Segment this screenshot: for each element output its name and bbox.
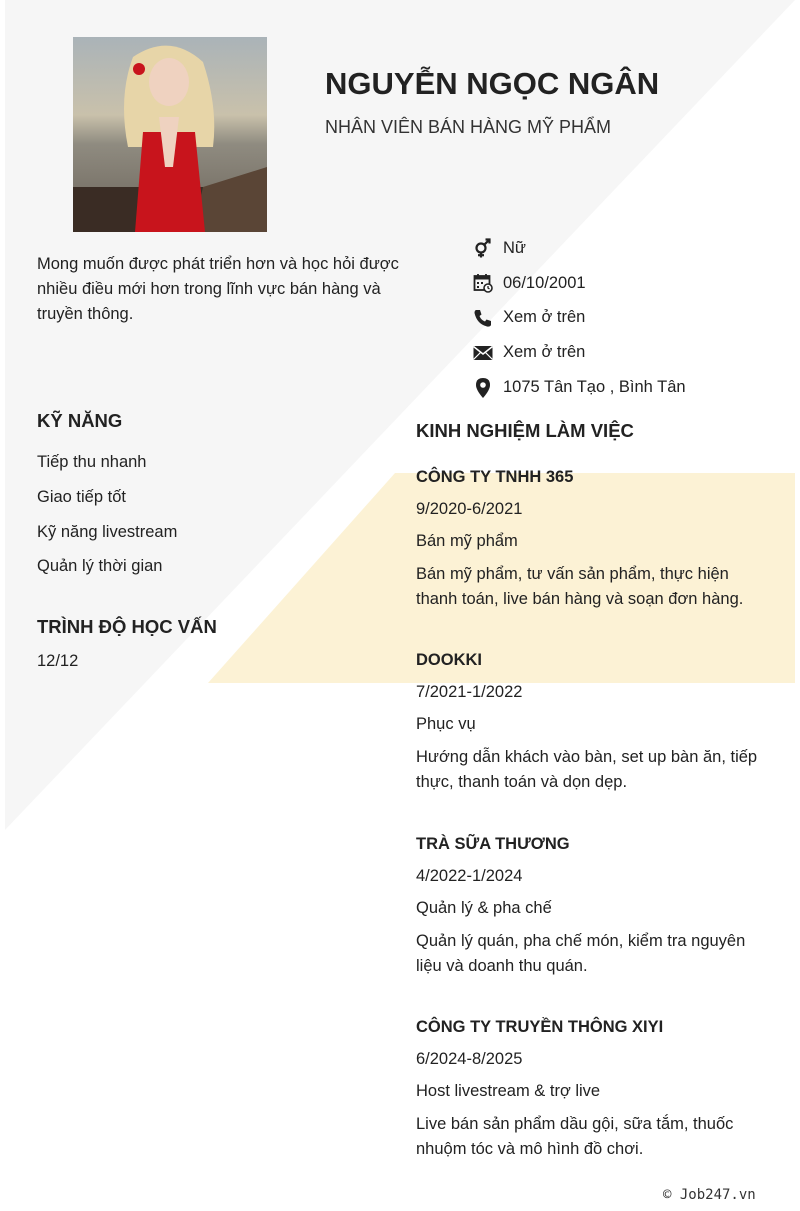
job-position: Host livestream & trợ live	[416, 1082, 601, 1100]
contact-birthday	[472, 266, 686, 301]
gender-value: Nữ	[503, 238, 526, 257]
footer-copyright: © Job247.vn	[663, 1187, 756, 1203]
skill-item: Quản lý thời gian	[37, 557, 163, 576]
contact-info	[472, 231, 686, 405]
job-period: 4/2022-1/2024	[416, 867, 523, 885]
education-heading: TRÌNH ĐỘ HỌC VẤN	[37, 616, 217, 637]
experience-entry	[416, 835, 771, 979]
calendar-icon	[472, 272, 494, 294]
job-description: Hướng dẫn khách vào bàn, set up bàn ăn, tiếp thực, thanh toán và dọn dẹp.	[416, 748, 758, 791]
job-period: 9/2020-6/2021	[416, 500, 523, 518]
company-name: DOOKKI	[416, 651, 482, 669]
company-name: CÔNG TY TNHH 365	[416, 468, 574, 486]
job-description: Quản lý quán, pha chế món, kiểm tra nguyên liệu và doanh thu quán.	[416, 932, 746, 975]
job-position: Quản lý & pha chế	[416, 899, 552, 917]
experience-entry	[416, 468, 771, 612]
job-position: Bán mỹ phẩm	[416, 532, 518, 550]
job-description: Live bán sản phẩm dầu gội, sữa tắm, thuốc nhuộm tóc và mô hình đồ chơi.	[416, 1115, 734, 1158]
skill-item: Kỹ năng livestream	[37, 522, 178, 541]
experience-heading: KINH NGHIỆM LÀM VIỆC	[416, 420, 634, 441]
email-value: Xem ở trên	[503, 343, 586, 362]
job-description: Bán mỹ phẩm, tư vấn sản phẩm, thực hiện thanh toán, live bán hàng và soạn đơn hàng.	[416, 565, 744, 608]
profile-photo	[73, 37, 267, 232]
skill-item: Tiếp thu nhanh	[37, 453, 147, 471]
address-value: 1075 Tân Tạo , Bình Tân	[503, 378, 686, 397]
skills-list	[37, 451, 177, 590]
contact-phone	[472, 301, 686, 336]
company-name: CÔNG TY TRUYỀN THÔNG XIYI	[416, 1018, 664, 1036]
phone-icon	[472, 307, 494, 329]
contact-address	[472, 370, 686, 405]
job-period: 6/2024-8/2025	[416, 1050, 523, 1068]
education-value: 12/12	[37, 652, 79, 670]
gender-icon	[472, 237, 494, 259]
email-icon	[472, 342, 494, 364]
candidate-name: NGUYỄN NGỌC NGÂN	[325, 66, 660, 101]
job-period: 7/2021-1/2022	[416, 683, 523, 701]
career-objective: Mong muốn được phát triển hơn và học hỏi được nhiều điều mới hơn trong lĩnh vực bán hàng và truyền thông.	[37, 255, 399, 323]
company-name: TRÀ SỮA THƯƠNG	[416, 835, 570, 853]
job-position: Phục vụ	[416, 715, 476, 733]
job-title: NHÂN VIÊN BÁN HÀNG MỸ PHẨM	[325, 117, 612, 137]
birthday-value: 06/10/2001	[503, 273, 586, 292]
location-icon	[472, 377, 494, 399]
contact-email	[472, 335, 686, 370]
skills-heading: KỸ NĂNG	[37, 410, 123, 431]
contact-gender	[472, 231, 686, 266]
experience-entry	[416, 1018, 771, 1162]
phone-value: Xem ở trên	[503, 308, 586, 327]
experience-entry	[416, 651, 771, 795]
skill-item: Giao tiếp tốt	[37, 487, 126, 506]
